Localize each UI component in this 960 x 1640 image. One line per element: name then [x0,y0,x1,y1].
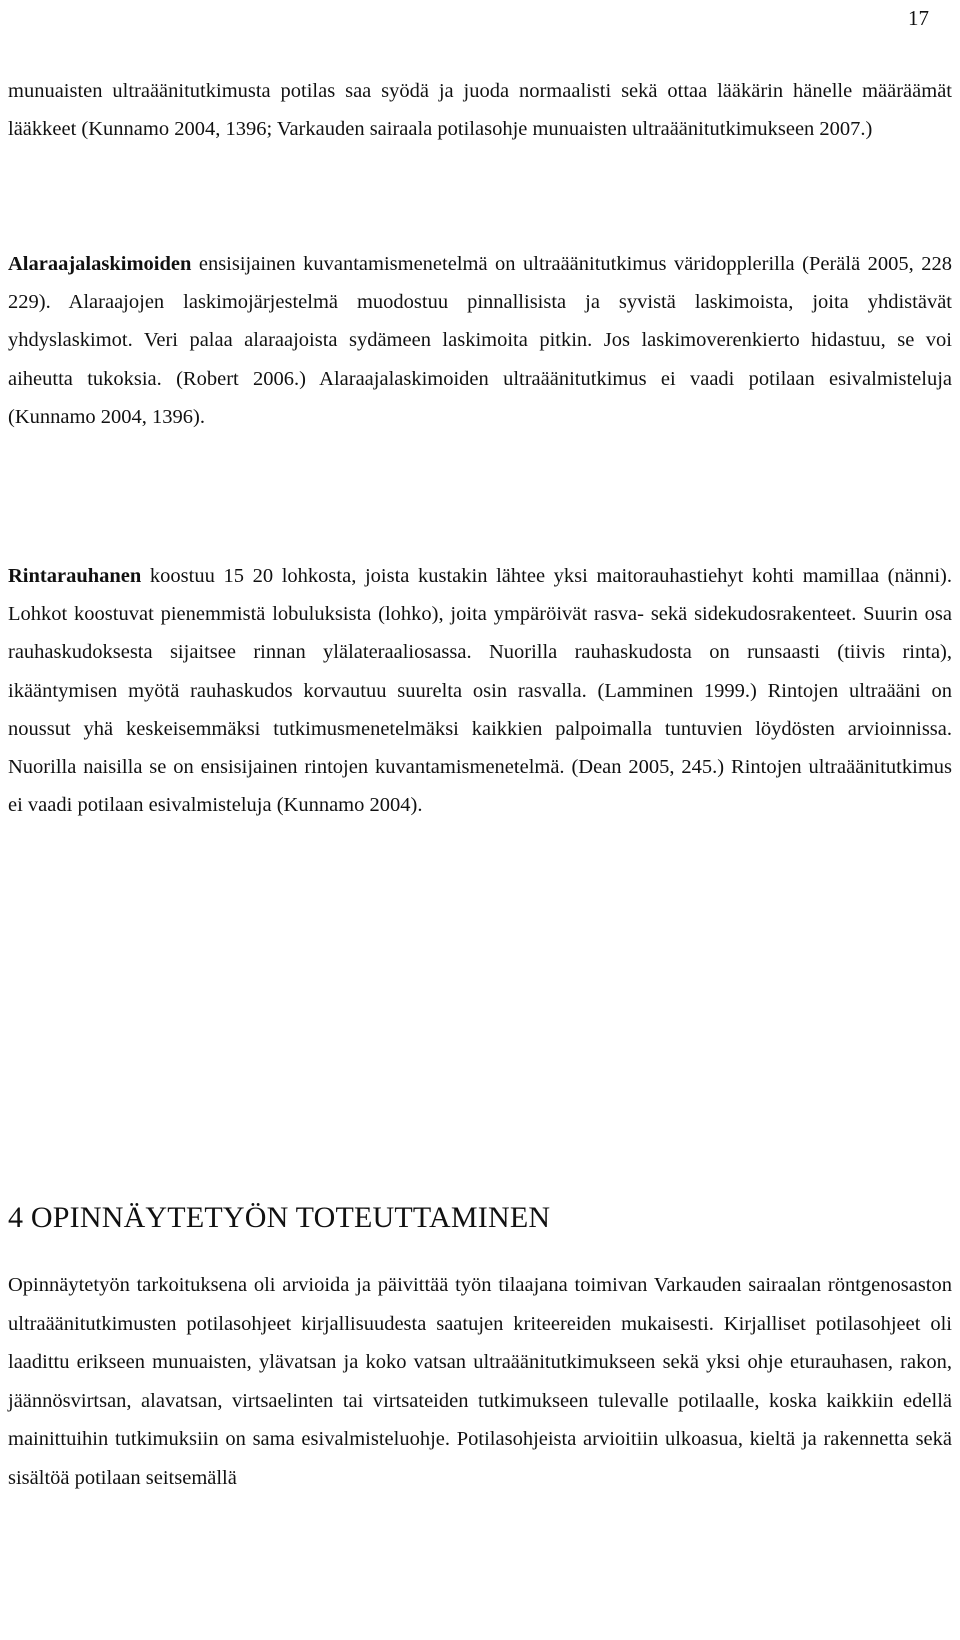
paragraph-text: Opinnäytetyön tarkoituksena oli arvioida ja päivittää työn tilaajana toimivan Varkauden sairaalan röntgenosaston ultraäänitutkimusten potilasohjeet kirjallisuudesta saatujen kriteereiden mukaisesti. Kirjalliset potilasohjeet oli laadittu erikseen munuaisten, ylävatsan ja koko vatsan ultraäänitutkimukseen sekä yksi ohje eturauhasen, rakon, jäännösvirtsan, alavatsan, virtsaelinten tai virtsateiden tutkimukseen tulevalle potilaalle, koska kaikkiin edellä mainittuihin tutkimuksiin on sama esivalmisteluohje. Potilasohjeista arvioitiin ulkoasua, kieltä ja rakennetta sekä sisältöä potilaan seitsemällä [8,1274,952,1489]
bold-term: Rintarauhanen [8,565,142,587]
paragraph-leg-veins [8,245,952,436]
paragraph-text: munuaisten ultraäänitutkimusta potilas saa syödä ja juoda normaalisti sekä ottaa lääkärin hänelle määräämät lääkkeet (Kunnamo 2004, 1396; Varkauden sairaala potilasohje munuaisten ultraäänitutkimukseen 2007.) [8,80,952,141]
paragraph-section-intro [8,1266,952,1498]
bold-term: Alaraajalaskimoiden [8,253,192,275]
paragraph-breast-gland [8,557,952,824]
paragraph-text: koostuu 15 20 lohkosta, joista kustakin lähtee yksi maitorauhastiehyt kohti mamillaa (nänni). Lohkot koostuvat pienemmistä lobuluksista (lohko), joita ympäröivät rasva- sekä sidekudosrakenteet. Suurin osa rauhaskudoksesta sijaitsee rinnan ylälateraaliosassa. Nuorilla rauhaskudosta on runsaasti (tiivis rinta), ikääntymisen myötä rauhaskudos korvautuu suurelta osin rasvalla. (Lamminen 1999.) Rintojen ultraääni on noussut yhä keskeisemmäksi tutkimusmenetelmäksi kaikkien palpoimalla tuntuvien löydösten arvioinnissa. Nuorilla naisilla se on ensisijainen rintojen kuvantamismenetelmä. (Dean 2005, 245.) Rintojen ultraäänitutkimus ei vaadi potilaan esivalmisteluja (Kunnamo 2004). [8,565,952,817]
section-heading: 4 OPINNÄYTETYÖN TOTEUTTAMINEN [8,1201,551,1234]
paragraph-text: ensisijainen kuvantamismenetelmä on ultraäänitutkimus väridopplerilla (Perälä 2005, 228 229). Alaraajojen laskimojärjestelmä muodostuu pinnallisista ja syvistä laskimoista, joita yhdistävät yhdyslaskimot. Veri palaa alaraajoista sydämeen laskimoita pitkin. Jos laskimoverenkierto hidastuu, se voi aiheutta tukoksia. (Robert 2006.) Alaraajalaskimoiden ultraäänitutkimus ei vaadi potilaan esivalmisteluja (Kunnamo 2004, 1396). [8,253,952,428]
paragraph-ultrasound-kidney-prep [8,72,952,148]
page-number: 17 [908,6,929,30]
